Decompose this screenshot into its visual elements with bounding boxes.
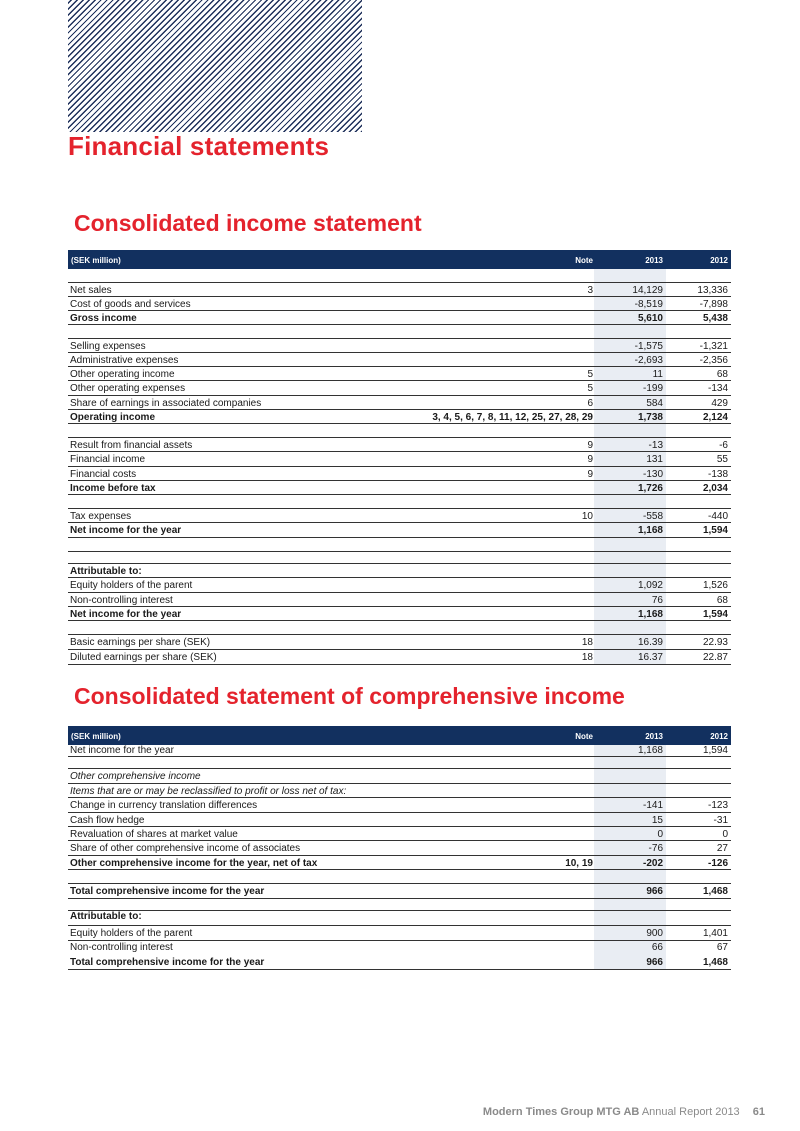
- row-note: 18: [581, 652, 593, 663]
- footer-report: Annual Report 2013: [641, 1106, 740, 1118]
- table-row: [68, 940, 731, 954]
- value-2013: 66: [651, 942, 663, 953]
- value-2013: 15: [651, 815, 663, 826]
- value-2012: -138: [707, 469, 728, 480]
- row-label: Result from financial assets: [70, 440, 193, 451]
- comprehensive-income-title: Consolidated statement of comprehensive income: [74, 683, 625, 709]
- row-label: Tax expenses: [70, 511, 132, 522]
- value-2012: 2,034: [702, 483, 728, 494]
- value-2013: 1,168: [637, 609, 663, 620]
- table-row: [68, 396, 731, 410]
- row-label: Cost of goods and services: [70, 299, 191, 310]
- table-row: [68, 798, 731, 812]
- row-label: Non-controlling interest: [70, 595, 173, 606]
- row-note: 9: [587, 469, 593, 480]
- value-2013: 16.37: [637, 652, 663, 663]
- value-2013: -76: [648, 843, 663, 854]
- value-2013: 14,129: [632, 285, 663, 296]
- value-2012: 68: [716, 595, 728, 606]
- row-label: Share of earnings in associated companies: [70, 398, 262, 409]
- value-2013: -13: [648, 440, 663, 451]
- row-label: Total comprehensive income for the year: [70, 886, 265, 897]
- row-note: 10, 19: [565, 858, 593, 869]
- table-row: [68, 784, 731, 798]
- row-label: Items that are or may be reclassified to profit or loss net of tax:: [70, 786, 347, 797]
- table-row: [68, 509, 731, 523]
- row-label: Basic earnings per share (SEK): [70, 637, 211, 648]
- row-note: 3: [587, 285, 593, 296]
- row-label: Financial income: [70, 454, 146, 465]
- row-label: Revaluation of shares at market value: [70, 829, 238, 840]
- page-title: Financial statements: [68, 131, 330, 161]
- value-2013: -202: [642, 858, 663, 869]
- table-row: [68, 607, 731, 621]
- value-2013: 16.39: [637, 637, 663, 648]
- table-row: [68, 311, 731, 325]
- note-header: Note: [575, 732, 593, 741]
- table-row: [68, 955, 731, 969]
- row-label: Other operating expenses: [70, 383, 186, 394]
- value-2013: 131: [646, 454, 663, 465]
- income-statement-title: Consolidated income statement: [74, 210, 422, 236]
- value-2012: -6: [719, 440, 728, 451]
- row-divider: [68, 664, 731, 665]
- value-2013: 966: [646, 886, 663, 897]
- row-divider: [68, 551, 731, 552]
- row-label: Net sales: [70, 285, 112, 296]
- footer-company: Modern Times Group MTG AB: [482, 1106, 640, 1118]
- table-row: [68, 926, 731, 940]
- value-2012: 55: [716, 454, 728, 465]
- value-2013: -141: [642, 800, 663, 811]
- value-2012: 429: [711, 398, 728, 409]
- value-2013: -130: [642, 469, 663, 480]
- page-footer: [483, 1106, 765, 1118]
- unit-label: (SEK million): [71, 732, 121, 741]
- row-divider: [68, 537, 731, 538]
- row-label: Share of other comprehensive income of associates: [70, 843, 301, 854]
- table-row: [68, 481, 731, 495]
- value-2012: -440: [707, 511, 728, 522]
- year-2013-header: 2013: [645, 732, 663, 741]
- row-label: Administrative expenses: [70, 355, 179, 366]
- value-2013: -199: [642, 383, 663, 394]
- table-row: [68, 841, 731, 855]
- row-label: Non-controlling interest: [70, 942, 173, 953]
- row-note: 10: [581, 511, 593, 522]
- table-row: [68, 438, 731, 452]
- row-label: Financial costs: [70, 469, 137, 480]
- row-label: Other comprehensive income for the year, net of tax: [70, 858, 318, 869]
- value-2013: 76: [651, 595, 663, 606]
- value-2012: -7,898: [699, 299, 728, 310]
- row-note: 6: [587, 398, 593, 409]
- value-2012: 1,594: [702, 525, 728, 536]
- value-2013: 0: [657, 829, 663, 840]
- value-2012: 22.87: [702, 652, 728, 663]
- table-row: [68, 743, 731, 757]
- value-2012: 22.93: [702, 637, 728, 648]
- value-2013: -2,693: [634, 355, 663, 366]
- income-table-header: [68, 250, 731, 269]
- row-label: Attributable to:: [70, 911, 142, 922]
- row-note: 9: [587, 440, 593, 451]
- table-row: [68, 452, 731, 466]
- row-label: Other operating income: [70, 369, 175, 380]
- row-divider: [68, 969, 731, 970]
- table-row: [68, 909, 731, 923]
- value-2012: 0: [722, 829, 728, 840]
- table-row: [68, 339, 731, 353]
- table-row: [68, 353, 731, 367]
- row-label: Gross income: [70, 313, 137, 324]
- table-row: [68, 884, 731, 898]
- table-row: [68, 827, 731, 841]
- value-2012: 1,594: [702, 745, 728, 756]
- value-2013: 1,168: [637, 525, 663, 536]
- year-2013-header: 2013: [645, 256, 663, 265]
- row-label: Operating income: [70, 412, 156, 423]
- value-2012: -2,356: [699, 355, 728, 366]
- row-note: 18: [581, 637, 593, 648]
- value-2013: 11: [652, 369, 663, 380]
- row-label: Other comprehensive income: [70, 771, 201, 782]
- row-label: Net income for the year: [70, 745, 174, 756]
- value-2012: 1,468: [702, 957, 728, 968]
- table-row: [68, 813, 731, 827]
- table-row: [68, 856, 731, 870]
- table-row: [68, 297, 731, 311]
- value-2013: -8,519: [634, 299, 663, 310]
- table-row: [68, 283, 731, 297]
- value-2013: 584: [646, 398, 663, 409]
- value-2012: -1,321: [699, 341, 728, 352]
- row-label: Attributable to:: [70, 566, 142, 577]
- table-row: [68, 635, 731, 649]
- table-row: [68, 410, 731, 424]
- value-2013: 1,726: [637, 483, 663, 494]
- value-2012: 68: [716, 369, 728, 380]
- value-2013: 1,092: [637, 580, 663, 591]
- page-number: 61: [752, 1106, 765, 1118]
- value-2012: -126: [707, 858, 728, 869]
- table-row: [68, 650, 731, 664]
- value-2012: 67: [716, 942, 728, 953]
- row-label: Change in currency translation differences: [70, 800, 258, 811]
- value-2013: -558: [642, 511, 663, 522]
- table-row: [68, 523, 731, 537]
- table-row: [68, 467, 731, 481]
- value-2012: 2,124: [702, 412, 728, 423]
- value-2013: 1,168: [637, 745, 663, 756]
- row-label: Selling expenses: [70, 341, 146, 352]
- value-2013: 966: [646, 957, 663, 968]
- row-label: Cash flow hedge: [70, 815, 145, 826]
- table-row: [68, 578, 731, 592]
- row-label: Net income for the year: [70, 609, 182, 620]
- year-2012-header: 2012: [710, 256, 728, 265]
- table-row: [68, 593, 731, 607]
- table-row: [68, 367, 731, 381]
- row-label: Diluted earnings per share (SEK): [70, 652, 217, 663]
- value-2013: 1,738: [637, 412, 663, 423]
- row-note: 5: [587, 369, 593, 380]
- value-2012: 1,468: [702, 886, 728, 897]
- table-row: [68, 564, 731, 578]
- row-note: 9: [587, 454, 593, 465]
- value-2012: 1,526: [702, 580, 728, 591]
- value-2013: 5,610: [637, 313, 663, 324]
- row-note: 3, 4, 5, 6, 7, 8, 11, 12, 25, 27, 28, 29: [432, 412, 593, 423]
- value-2012: 5,438: [702, 313, 728, 324]
- value-2012: -123: [707, 800, 728, 811]
- value-2012: 1,594: [702, 609, 728, 620]
- row-note: 5: [587, 383, 593, 394]
- table-row: [68, 381, 731, 395]
- note-header: Note: [575, 256, 593, 265]
- value-2012: -31: [713, 815, 728, 826]
- value-2012: 1,401: [702, 928, 728, 939]
- row-label: Net income for the year: [70, 525, 182, 536]
- value-2012: 27: [716, 843, 728, 854]
- unit-label: (SEK million): [71, 256, 121, 265]
- hatch-decoration: [68, 0, 362, 132]
- year-2012-header: 2012: [710, 732, 728, 741]
- value-2012: 13,336: [697, 285, 728, 296]
- row-divider: [68, 898, 731, 899]
- table-row: [68, 769, 731, 783]
- row-label: Equity holders of the parent: [70, 580, 193, 591]
- value-2013: -1,575: [634, 341, 663, 352]
- value-2012: -134: [707, 383, 728, 394]
- row-label: Equity holders of the parent: [70, 928, 193, 939]
- value-2013: 900: [646, 928, 663, 939]
- row-label: Total comprehensive income for the year: [70, 957, 265, 968]
- row-label: Income before tax: [70, 483, 156, 494]
